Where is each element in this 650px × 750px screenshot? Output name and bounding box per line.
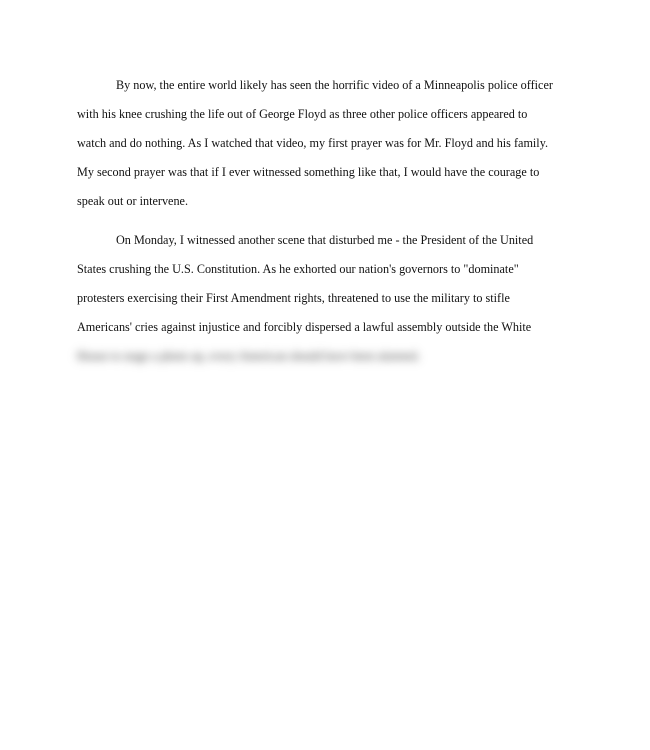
paragraph-1-line-3: watch and do nothing. As I watched that video, my first prayer was for Mr. Floyd and his family. [77, 136, 549, 150]
paragraph-2-line-4: Americans' cries against injustice and forcibly dispersed a lawful assembly outside the White [77, 320, 532, 334]
paragraph-1-line-2: with his knee crushing the life out of George Floyd as three other police officers appeared to [77, 107, 528, 121]
paragraph-2-line-2: States crushing the U.S. Constitution. As he exhorted our nation's governors to "dominate" [77, 262, 519, 276]
paragraph-1-line-4: My second prayer was that if I ever witnessed something like that, I would have the courage to [77, 165, 540, 179]
paragraph-1-line-5: speak out or intervene. [77, 194, 189, 208]
blurred-line: House to stage a photo op, every American should have been alarmed. [77, 349, 420, 363]
paragraph-2-line-3: protesters exercising their First Amendment rights, threatened to use the military to stifle [77, 291, 510, 305]
paragraph-1-line-1: By now, the entire world likely has seen the horrific video of a Minneapolis police officer [116, 78, 553, 92]
paragraph-2-line-1: On Monday, I witnessed another scene that disturbed me - the President of the United [116, 233, 534, 247]
